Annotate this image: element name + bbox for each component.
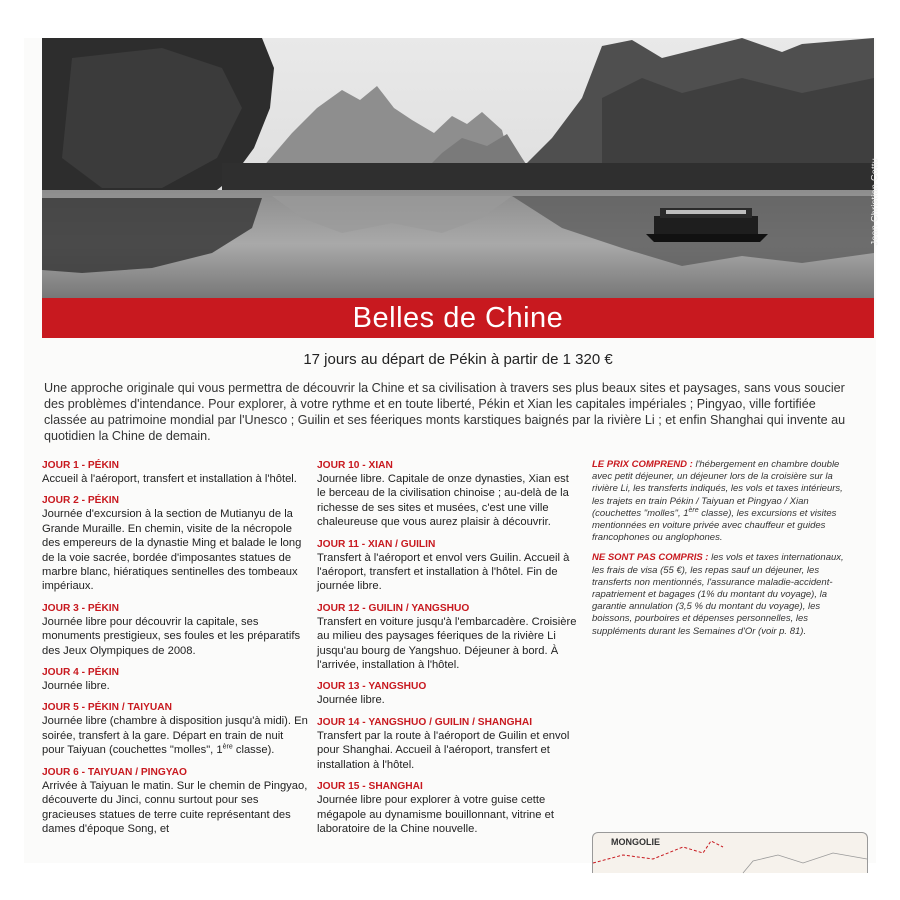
day-title: JOUR 13 - YANGSHUO [317, 681, 427, 693]
itinerary-day [317, 602, 577, 673]
map-label: MONGOLIE [611, 837, 660, 847]
day-title: JOUR 14 - YANGSHUO / GUILIN / SHANGHAI [317, 716, 533, 728]
itinerary-day [317, 716, 577, 772]
intro-paragraph: Une approche originale qui vous permettra de découvrir la Chine et sa civilisation à travers ses plus beaux sites et paysages, sans vous soucier des problèmes d'intendance. Pour explorer, à votre rythme et en toute liberté, Pékin et Xian les capitales impériales ; Pingyao, ville fortifiée classée au patrimoine mondial par l'Unesco ; Guilin et ses féeriques monts karstiques baignés par la rivière Li ; et enfin Shanghai qui invente au quotidien la Chine de demain. [44, 381, 846, 443]
superscript: ère [222, 743, 233, 751]
day-text: Transfert à l'aéroport et envol vers Guilin. Accueil à l'aéroport, transfert et installation à l'hôtel. Fin de journée libre. [317, 551, 570, 593]
boat-icon [646, 208, 768, 242]
day-title: JOUR 6 - TAIYUAN / PINGYAO [42, 766, 187, 778]
price-excludes-text: les vols et taxes internationaux, les frais de visa (55 €), les repas sauf un déjeuner, les transferts non mentionnés, l'assurance maladie-accident-rapatriement et bagages (1% du montant du voyage), la garantie annulation (3,5 % du montant du voyage), les boissons, pourboires et dépenses personnelles, les suppléments durant les Semaines d'Or (voir p. 81). [592, 552, 844, 637]
itinerary-day [317, 680, 577, 707]
day-title: JOUR 2 - PÉKIN [42, 495, 119, 507]
price-excludes [592, 552, 857, 637]
day-title: JOUR 1 - PÉKIN [42, 460, 119, 471]
itinerary-day [42, 766, 308, 837]
itinerary-day [317, 780, 577, 836]
tour-subtitle: 17 jours au départ de Pékin à partir de 1 320 € [303, 351, 613, 368]
day-text-part: Journée libre (chambre à disposition jusqu'à midi). En soirée, transfert à la gare. Départ en train de nuit pour Taiyuan (couchettes "molles", 1 [42, 715, 308, 757]
title-banner [42, 298, 874, 338]
day-title: JOUR 11 - XIAN / GUILIN [317, 538, 436, 550]
day-text: Transfert en voiture jusqu'à l'embarcadère. Croisière au milieu des paysages féeriques de la rivière Li jusqu'au bourg de Yangshuo. Déjeuner à bord. À l'arrivée, installation à l'hôtel. [317, 615, 577, 672]
day-text: Arrivée à Taiyuan le matin. Sur le chemin de Pingyao, découverte du Jinci, connu surtout pour ses gracieuses statues de terre cuite représentant des dames d'époque Song, et [42, 779, 308, 835]
day-title: JOUR 10 - XIAN [317, 460, 393, 471]
day-title: JOUR 12 - GUILIN / YANGSHUO [317, 602, 470, 614]
brochure-page [24, 38, 880, 863]
day-title: JOUR 5 - PÉKIN / TAIYUAN [42, 702, 172, 714]
itinerary-day [42, 459, 308, 486]
li-river-photo [42, 38, 880, 298]
day-text: Journée d'excursion à la section de Mutianyu de la Grande Muraille. En chemin, visite de la nécropole des empereurs de la dynastie Ming et balade le long de la voie sacrée, bordée d'imposantes statues de marbre blanc, hiératiques sentinelles des tombeaux impériaux. [42, 508, 302, 593]
day-title: JOUR 15 - SHANGHAI [317, 781, 423, 793]
itinerary-day [317, 538, 577, 594]
day-text: Journée libre. [42, 680, 110, 693]
itinerary-day [317, 459, 577, 530]
itinerary-column-1 [42, 459, 308, 844]
karst-landscape-image [42, 38, 874, 298]
day-text: Journée libre. [317, 694, 385, 707]
itinerary-day [42, 666, 308, 693]
day-text: Journée libre. Capitale de onze dynasties, Xian est le berceau de la civilisation chinoise ; au-delà de la richesse de ses sites et musées, c'est une ville chaleureuse que vous aurez plaisir à découvrir. [317, 473, 569, 529]
page-title: Belles de Chine [352, 302, 564, 334]
day-text: Journée libre pour découvrir la capitale, ses monuments prestigieux, ses foules et les préparatifs des Jeux Olympiques de 2008. [42, 615, 301, 657]
superscript: ère [688, 506, 699, 514]
day-text [42, 714, 308, 757]
day-text: Transfert par la route à l'aéroport de Guilin et envol pour Shanghai. Accueil à l'aéroport, transfert et installation à l'hôtel. [317, 729, 570, 771]
day-text: Journée libre pour explorer à votre guise cette mégapole au dynamisme bouillonnant, vitrine et laboratoire de la Chine nouvelle. [317, 794, 554, 835]
itinerary-day [42, 494, 308, 593]
day-title: JOUR 4 - PÉKIN [42, 667, 119, 679]
price-info-column [592, 459, 857, 646]
price-includes-text: classe), les excursions et visites mentionnées en voiture privée avec chauffeur et guides francophones ou anglophones. [592, 507, 837, 544]
price-excludes-label: NE SONT PAS COMPRIS : [592, 552, 709, 564]
price-includes-text: l'hébergement en chambre double avec petit déjeuner, un déjeuner lors de la croisière sur la rivière Li, les transferts indiqués, les vols et taxes intérieurs, les trajets en train Pékin / Taiyuan et Pingyao / Xian (couchettes "molles", 1 [592, 459, 843, 519]
day-text: Accueil à l'aéroport, transfert et installation à l'hôtel. [42, 473, 297, 485]
photo-credit: Jean Christian Cottu [870, 158, 880, 246]
price-includes [592, 459, 857, 544]
itinerary-day [42, 701, 308, 757]
day-text-part: classe). [232, 744, 275, 757]
china-map [592, 832, 868, 873]
itinerary-day [42, 602, 308, 658]
itinerary-column-2 [317, 459, 577, 844]
day-title: JOUR 3 - PÉKIN [42, 602, 119, 614]
price-includes-label: LE PRIX COMPREND : [592, 459, 693, 470]
